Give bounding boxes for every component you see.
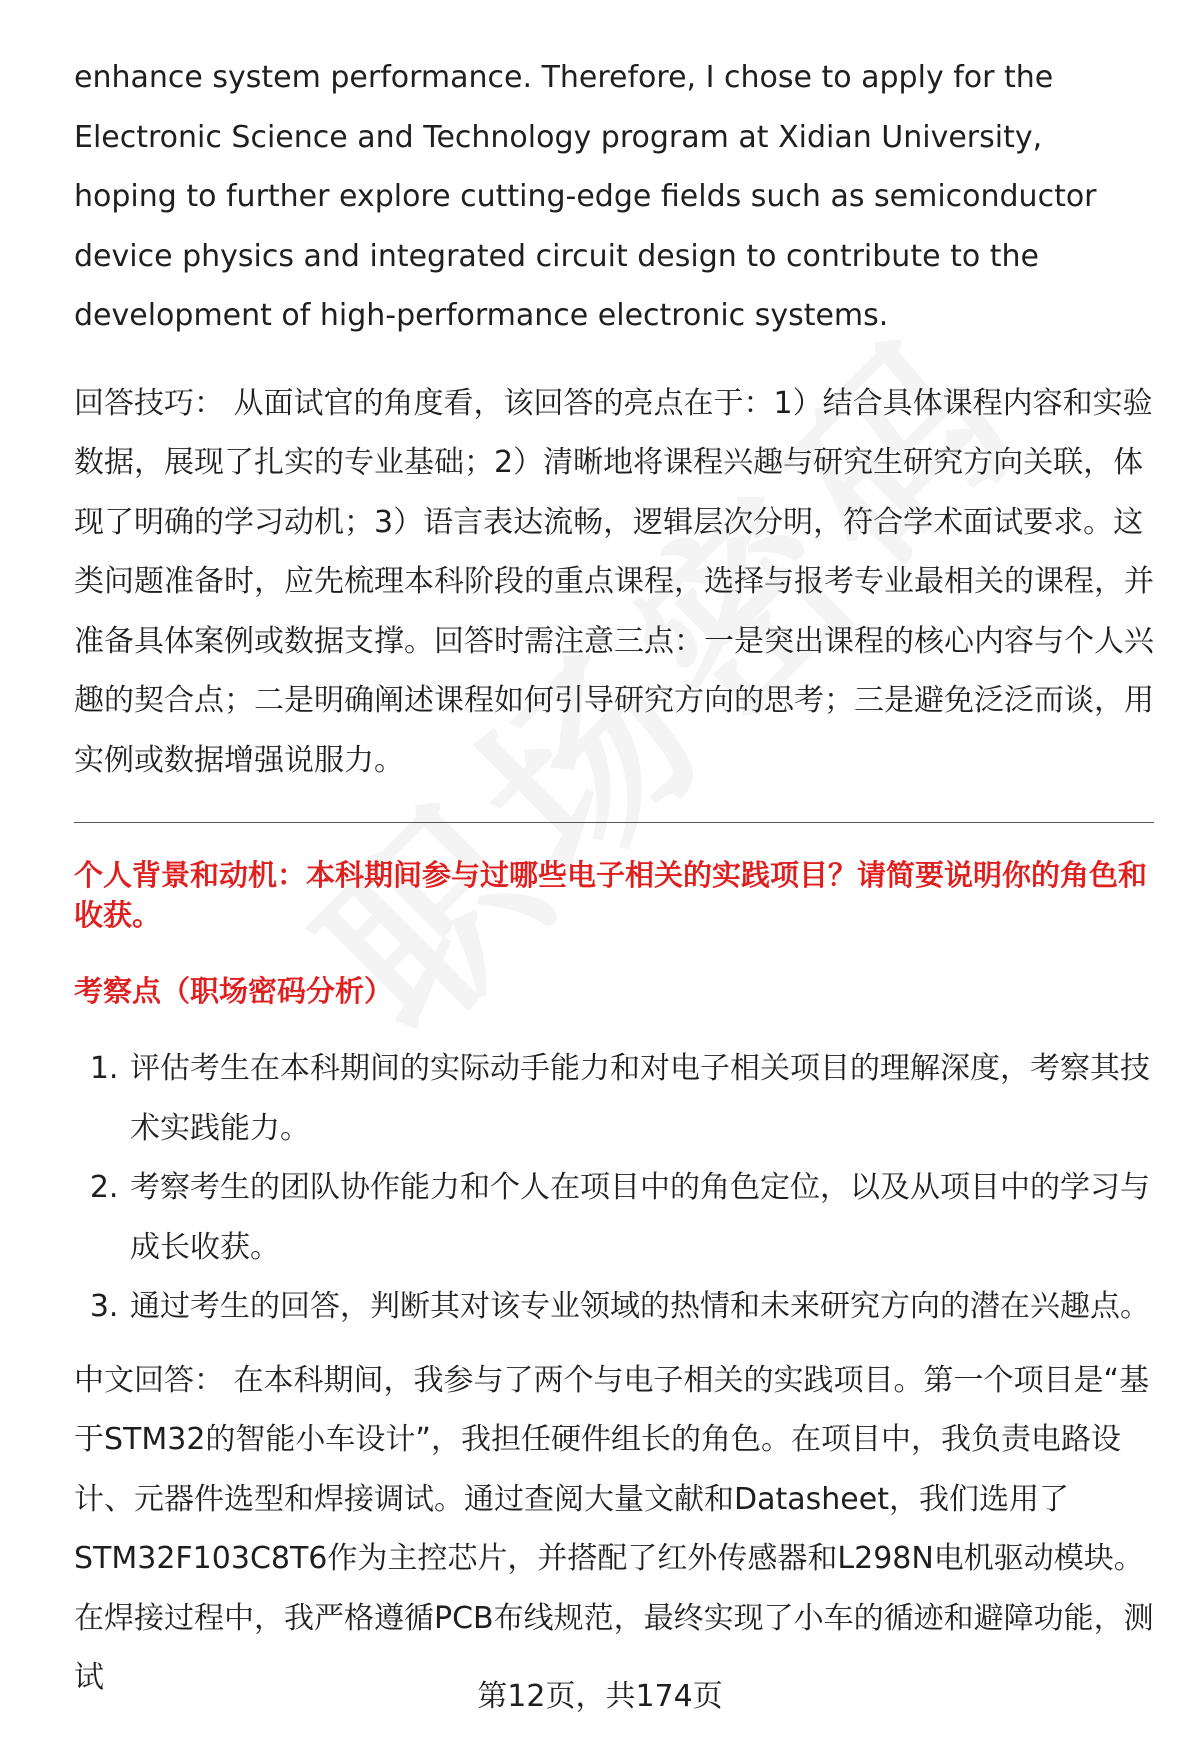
focus-heading: 考察点（职场密码分析） bbox=[74, 974, 394, 1008]
document-page bbox=[74, 48, 1154, 1708]
tips-paragraph bbox=[74, 374, 1154, 791]
list-item: 1. 评估考生在本科期间的实际动手能力和对电子相关项目的理解深度，考察其技术实践能力。 bbox=[128, 1039, 1154, 1158]
page-number-footer: 第12页，共174页 bbox=[477, 1679, 723, 1714]
intro-paragraph: enhance system performance. Therefore, I chose to apply for the Electronic Science and Technology program at Xidian University, hoping to further explore cutting-edge fields such as semiconductor device physics and integrated circuit design to contribute to the development of high-performance electronic systems. bbox=[74, 60, 1097, 333]
tips-text: 从面试官的角度看，该回答的亮点在于：1）结合具体课程内容和实验数据，展现了扎实的专业基础；2）清晰地将课程兴趣与研究生研究方向关联，体现了明确的学习动机；3）语言表达流畅，逻辑层次分明，符合学术面试要求。这类问题准备时，应先梳理本科阶段的重点课程，选择与报考专业最相关的课程，并准备具体案例或数据支撑。回答时需注意三点：一是突出课程的核心内容与个人兴趣的契合点；二是明确阐述课程如何引导研究方向的思考；三是避免泛泛而谈，用实例或数据增强说服力。 bbox=[74, 385, 1154, 778]
focus-points-list bbox=[74, 1039, 1154, 1337]
list-item: 2. 考察考生的团队协作能力和个人在项目中的角色定位，以及从项目中的学习与成长收获。 bbox=[128, 1158, 1154, 1277]
answer-text: 在本科期间，我参与了两个与电子相关的实践项目。第一个项目是“基于STM32的智能小车设计”，我担任硬件组长的角色。在项目中，我负责电路设计、元器件选型和焊接调试。通过查阅大量文献和Datasheet，我们选用了STM32F103C8T6作为主控芯片，并搭配了红外传感器和L298N电机驱动模块。在焊接过程中，我严格遵循PCB布线规范，最终实现了小车的循迹和避障功能，测试 bbox=[74, 1362, 1154, 1695]
section-divider bbox=[74, 822, 1154, 823]
list-item: 3. 通过考生的回答，判断其对该专业领域的热情和未来研究方向的潜在兴趣点。 bbox=[128, 1277, 1154, 1337]
answer-label: 中文回答： bbox=[74, 1362, 224, 1398]
question-heading: 个人背景和动机：本科期间参与过哪些电子相关的实践项目？请简要说明你的角色和收获。 bbox=[74, 858, 1148, 932]
tips-label: 回答技巧： bbox=[74, 385, 224, 421]
answer-paragraph bbox=[74, 1351, 1154, 1708]
